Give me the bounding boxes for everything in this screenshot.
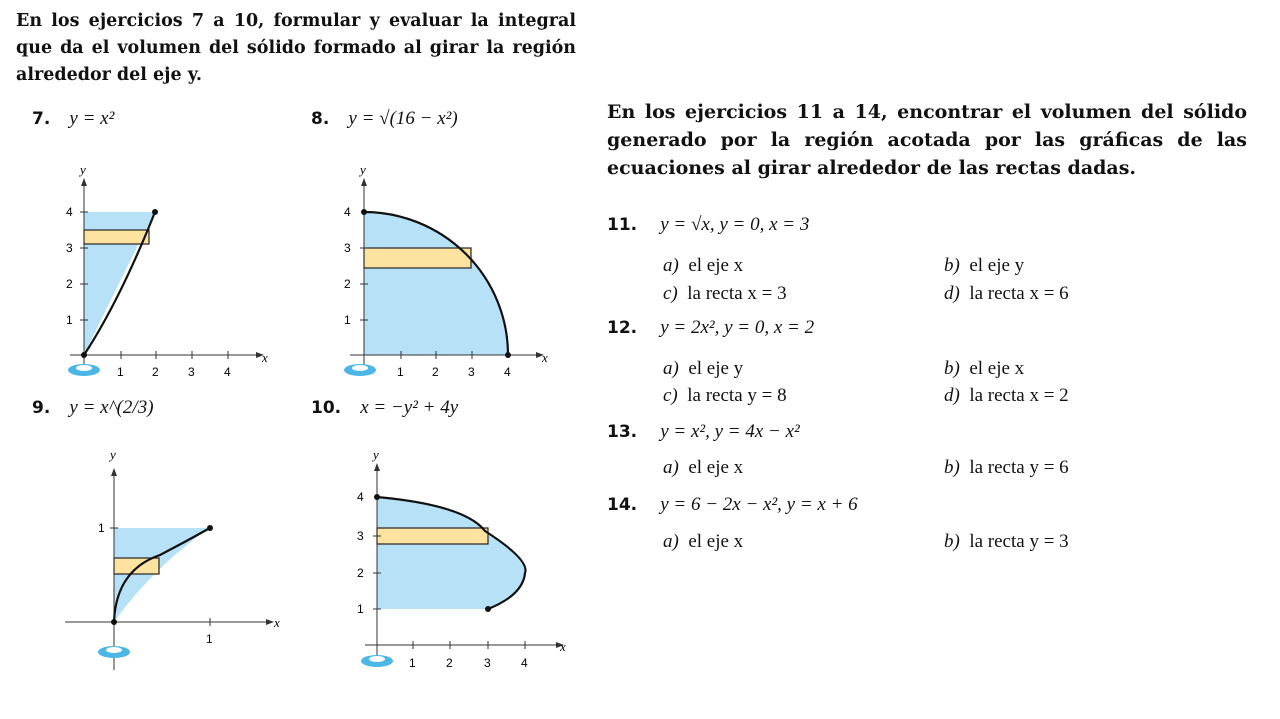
x-tick-label: 4 bbox=[504, 365, 511, 379]
endpoint bbox=[374, 494, 380, 500]
option-12a bbox=[663, 358, 743, 380]
exercise-number: 7. bbox=[32, 109, 51, 129]
option-letter: d) bbox=[944, 283, 960, 304]
y-tick-label: 1 bbox=[66, 313, 73, 327]
exercise-number: 12. bbox=[607, 318, 638, 338]
option-text: el eje y bbox=[969, 255, 1025, 276]
y-axis-label: y bbox=[110, 447, 116, 462]
rotation-icon bbox=[98, 646, 130, 658]
graph-8 bbox=[330, 150, 570, 390]
x-axis-label: x bbox=[274, 615, 280, 630]
endpoint bbox=[505, 352, 511, 358]
option-text: el eje x bbox=[688, 531, 744, 552]
exercise-number: 13. bbox=[607, 422, 638, 442]
region-fill bbox=[377, 497, 526, 609]
x-axis-label: x bbox=[542, 350, 548, 365]
sample-rectangle bbox=[84, 230, 149, 244]
option-text: la recta x = 3 bbox=[687, 283, 787, 304]
option-11d bbox=[944, 283, 1069, 305]
exercise-10 bbox=[311, 397, 458, 419]
intro-right: En los ejercicios 11 a 14, encontrar el volumen del sólido generado por la región acotada por las gráficas de las ecuaciones al girar alrededor de las rectas dadas. bbox=[607, 101, 1247, 179]
option-text: la recta x = 6 bbox=[969, 283, 1069, 304]
graph-9 bbox=[60, 445, 300, 675]
x-tick-label: 3 bbox=[188, 365, 195, 379]
option-text: el eje x bbox=[688, 255, 744, 276]
x-tick-label: 1 bbox=[117, 365, 124, 379]
option-letter: a) bbox=[663, 358, 679, 379]
exercise-11 bbox=[607, 214, 809, 236]
endpoint bbox=[111, 619, 117, 625]
option-12b bbox=[944, 358, 1024, 380]
option-letter: b) bbox=[944, 358, 960, 379]
option-letter: c) bbox=[663, 385, 678, 406]
option-letter: c) bbox=[663, 283, 678, 304]
endpoint bbox=[152, 209, 158, 215]
y-tick-label: 3 bbox=[66, 241, 73, 255]
rotation-icon bbox=[361, 655, 393, 667]
sample-rectangle bbox=[377, 528, 488, 544]
option-letter: b) bbox=[944, 457, 960, 478]
exercise-equation: y = x^(2/3) bbox=[69, 397, 154, 418]
option-letter: a) bbox=[663, 531, 679, 552]
exercise-14 bbox=[607, 494, 858, 516]
y-tick-label: 2 bbox=[344, 277, 351, 291]
exercise-number: 14. bbox=[607, 495, 638, 515]
x-tick-label: 2 bbox=[432, 365, 439, 379]
exercise-9 bbox=[32, 397, 154, 419]
y-axis-arrow bbox=[374, 463, 380, 471]
x-tick-label: 1 bbox=[409, 656, 416, 670]
y-tick-label: 3 bbox=[344, 241, 351, 255]
exercise-equation: y = x² bbox=[69, 108, 115, 129]
y-axis-arrow bbox=[111, 468, 117, 476]
option-11a bbox=[663, 255, 743, 277]
endpoint bbox=[207, 525, 213, 531]
intro-left: En los ejercicios 7 a 10, formular y evaluar la integral que da el volumen del sólido formado al girar la región alrededor del eje y. bbox=[16, 11, 576, 85]
x-axis-arrow bbox=[266, 619, 274, 625]
graph-10 bbox=[345, 445, 585, 685]
exercise-equation: y = 2x², y = 0, x = 2 bbox=[660, 317, 815, 338]
option-text: la recta y = 6 bbox=[969, 457, 1069, 478]
exercise-number: 10. bbox=[311, 398, 342, 418]
exercise-12 bbox=[607, 317, 814, 339]
option-12c bbox=[663, 385, 787, 407]
y-tick-label: 4 bbox=[66, 205, 73, 219]
exercise-13 bbox=[607, 421, 800, 443]
x-tick-label: 1 bbox=[206, 632, 213, 646]
y-tick-label: 2 bbox=[66, 277, 73, 291]
option-13b bbox=[944, 457, 1069, 479]
y-tick-label: 1 bbox=[98, 521, 105, 535]
y-tick-label: 1 bbox=[357, 602, 364, 616]
option-letter: d) bbox=[944, 385, 960, 406]
y-tick-label: 4 bbox=[344, 205, 351, 219]
rotation-icon bbox=[344, 364, 376, 376]
exercise-number: 9. bbox=[32, 398, 51, 418]
endpoint bbox=[81, 352, 87, 358]
x-tick-label: 2 bbox=[152, 365, 159, 379]
y-axis-arrow bbox=[361, 178, 367, 186]
exercise-7 bbox=[32, 108, 114, 130]
y-axis-label: y bbox=[80, 162, 86, 177]
option-letter: b) bbox=[944, 531, 960, 552]
option-text: el eje x bbox=[969, 358, 1025, 379]
option-letter: a) bbox=[663, 255, 679, 276]
option-text: el eje x bbox=[688, 457, 744, 478]
option-14a bbox=[663, 531, 743, 553]
option-text: la recta x = 2 bbox=[969, 385, 1069, 406]
option-14b bbox=[944, 531, 1069, 553]
option-12d bbox=[944, 385, 1069, 407]
x-tick-label: 2 bbox=[446, 656, 453, 670]
x-axis-label: x bbox=[262, 350, 268, 365]
option-letter: a) bbox=[663, 457, 679, 478]
exercise-equation: y = 6 − 2x − x², y = x + 6 bbox=[660, 494, 858, 515]
y-tick-label: 4 bbox=[357, 490, 364, 504]
y-axis-label: y bbox=[373, 447, 379, 462]
x-axis-label: x bbox=[560, 639, 566, 654]
y-tick-label: 1 bbox=[344, 313, 351, 327]
x-tick-label: 3 bbox=[468, 365, 475, 379]
x-tick-label: 4 bbox=[521, 656, 528, 670]
option-text: la recta y = 3 bbox=[969, 531, 1069, 552]
y-axis-label: y bbox=[360, 162, 366, 177]
option-text: la recta y = 8 bbox=[687, 385, 787, 406]
rotation-icon bbox=[68, 364, 100, 376]
exercise-equation: y = x², y = 4x − x² bbox=[660, 421, 800, 442]
option-11c bbox=[663, 283, 787, 305]
sample-rectangle bbox=[364, 248, 471, 268]
region-fill bbox=[364, 212, 508, 355]
endpoint bbox=[361, 209, 367, 215]
exercise-number: 11. bbox=[607, 215, 638, 235]
y-tick-label: 2 bbox=[357, 566, 364, 580]
exercise-8 bbox=[311, 108, 458, 130]
graph-7 bbox=[50, 150, 290, 390]
exercise-equation: y = √x, y = 0, x = 3 bbox=[660, 214, 810, 235]
option-letter: b) bbox=[944, 255, 960, 276]
endpoint bbox=[485, 606, 491, 612]
option-13a bbox=[663, 457, 743, 479]
y-tick-label: 3 bbox=[357, 529, 364, 543]
x-tick-label: 1 bbox=[397, 365, 404, 379]
exercise-number: 8. bbox=[311, 109, 330, 129]
x-tick-label: 4 bbox=[224, 365, 231, 379]
sample-rectangle bbox=[114, 558, 159, 574]
option-11b bbox=[944, 255, 1024, 277]
exercise-equation: y = √(16 − x²) bbox=[348, 108, 458, 129]
exercise-equation: x = −y² + 4y bbox=[360, 397, 459, 418]
option-text: el eje y bbox=[688, 358, 744, 379]
y-axis-arrow bbox=[81, 178, 87, 186]
x-tick-label: 3 bbox=[484, 656, 491, 670]
